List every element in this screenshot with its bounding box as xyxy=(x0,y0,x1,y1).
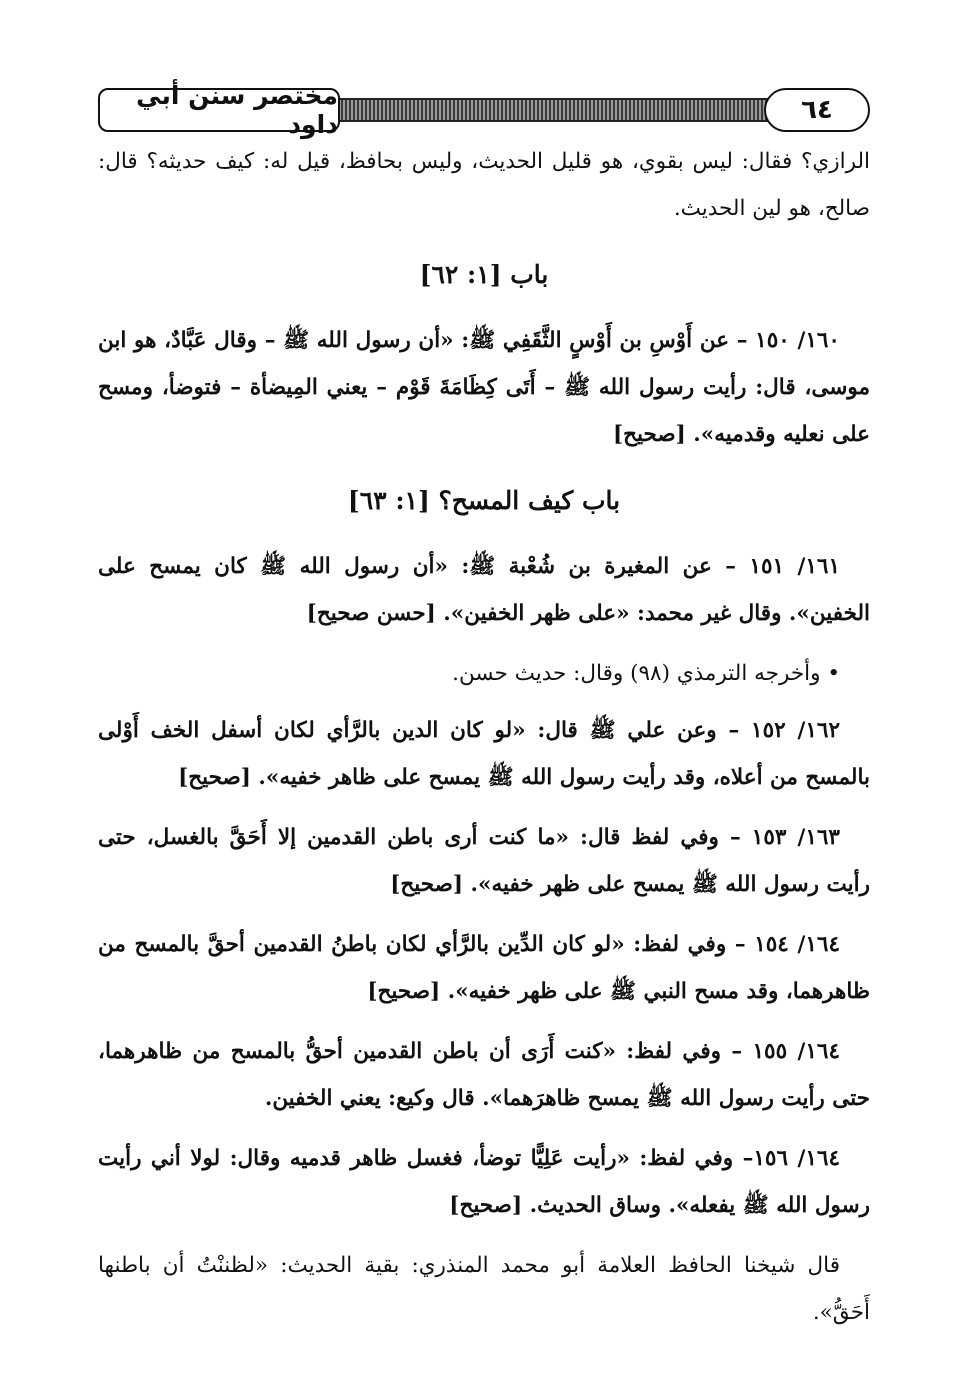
hadith-164-154: ١٦٤/ ١٥٤ – وفي لفظ: «لو كان الدِّين بالرَّأي لكان باطنُ القدمين أحقَّ بالمسح من ظاهرهما، وقد مسح النبي ﷺ على ظهر خفيه». [صحيح] xyxy=(98,932,870,1004)
hadith-161: ١٦١/ ١٥١ – عن المغيرة بن شُعْبة ﷺ: «أن رسول الله ﷺ كان يمسح على الخفين». وقال غير محمد: «على ظهر الخفين». [حسن صحيح] xyxy=(98,554,870,626)
page-header xyxy=(98,81,870,139)
closing-note: قال شيخنا الحافظ العلامة أبو محمد المنذري: بقية الحديث: «لظننْتُ أن باطنها أَحَقُّ». xyxy=(98,1253,870,1325)
hadith-163: ١٦٣/ ١٥٣ – وفي لفظ قال: «ما كنت أرى باطن القدمين إلا أَحَقَّ بالغسل، حتى رأيت رسول الله ﷺ يمسح على ظهر خفيه». [صحيح] xyxy=(98,825,870,897)
chapter-heading-1: باب [١: ٦٢] xyxy=(419,260,549,289)
intro-paragraph: الرازي؟ فقال: ليس بقوي، هو قليل الحديث، وليس بحافظ، قيل له: كيف حديثه؟ قال: صالح، هو لين الحديث. xyxy=(98,149,870,221)
book-title: مختصر سنن أبي داود xyxy=(98,88,340,132)
takhrij-note: • وأخرجه الترمذي (٩٨) وقال: حديث حسن. xyxy=(452,661,840,686)
hadith-164-155: ١٦٤/ ١٥٥ – وفي لفظ: «كنت أَرَى أن باطن القدمين أحقُّ بالمسح من ظاهرهما، حتى رأيت رسول الله ﷺ يمسح ظاهرَهما». قال وكيع: يعني الخفين. xyxy=(98,1039,870,1111)
chapter-heading-2: باب كيف المسح؟ [١: ٦٣] xyxy=(347,486,621,515)
hadith-164-156: ١٦٤/ ١٥٦– وفي لفظ: «رأيت عَلِيًّا توضأ، فغسل ظاهر قدميه وقال: لولا أني رأيت رسول الله ﷺ يفعله». وساق الحديث. [صحيح] xyxy=(98,1146,870,1218)
page-number: ٦٤ xyxy=(764,88,870,132)
header-decorative-bar xyxy=(333,98,768,122)
hadith-162: ١٦٢/ ١٥٢ – وعن علي ﷺ قال: «لو كان الدين بالرَّأي لكان أسفل الخف أَوْلى بالمسح من أعلاه، وقد رأيت رسول الله ﷺ يمسح على ظاهر خفيه». [صحيح] xyxy=(98,718,870,790)
page-body xyxy=(98,138,870,1349)
hadith-160: ١٦٠/ ١٥٠ – عن أَوْسِ بن أَوْسٍ الثَّقَفِي ﷺ: «أن رسول الله ﷺ – وقال عَبَّادٌ، هو ابن موسى، قال: رأيت رسول الله ﷺ – أَتَى كِظَامَةَ قَوْم – يعني المِيضأة – فتوضأ، ومسح على نعليه وقدميه». [صحيح] xyxy=(98,328,870,447)
